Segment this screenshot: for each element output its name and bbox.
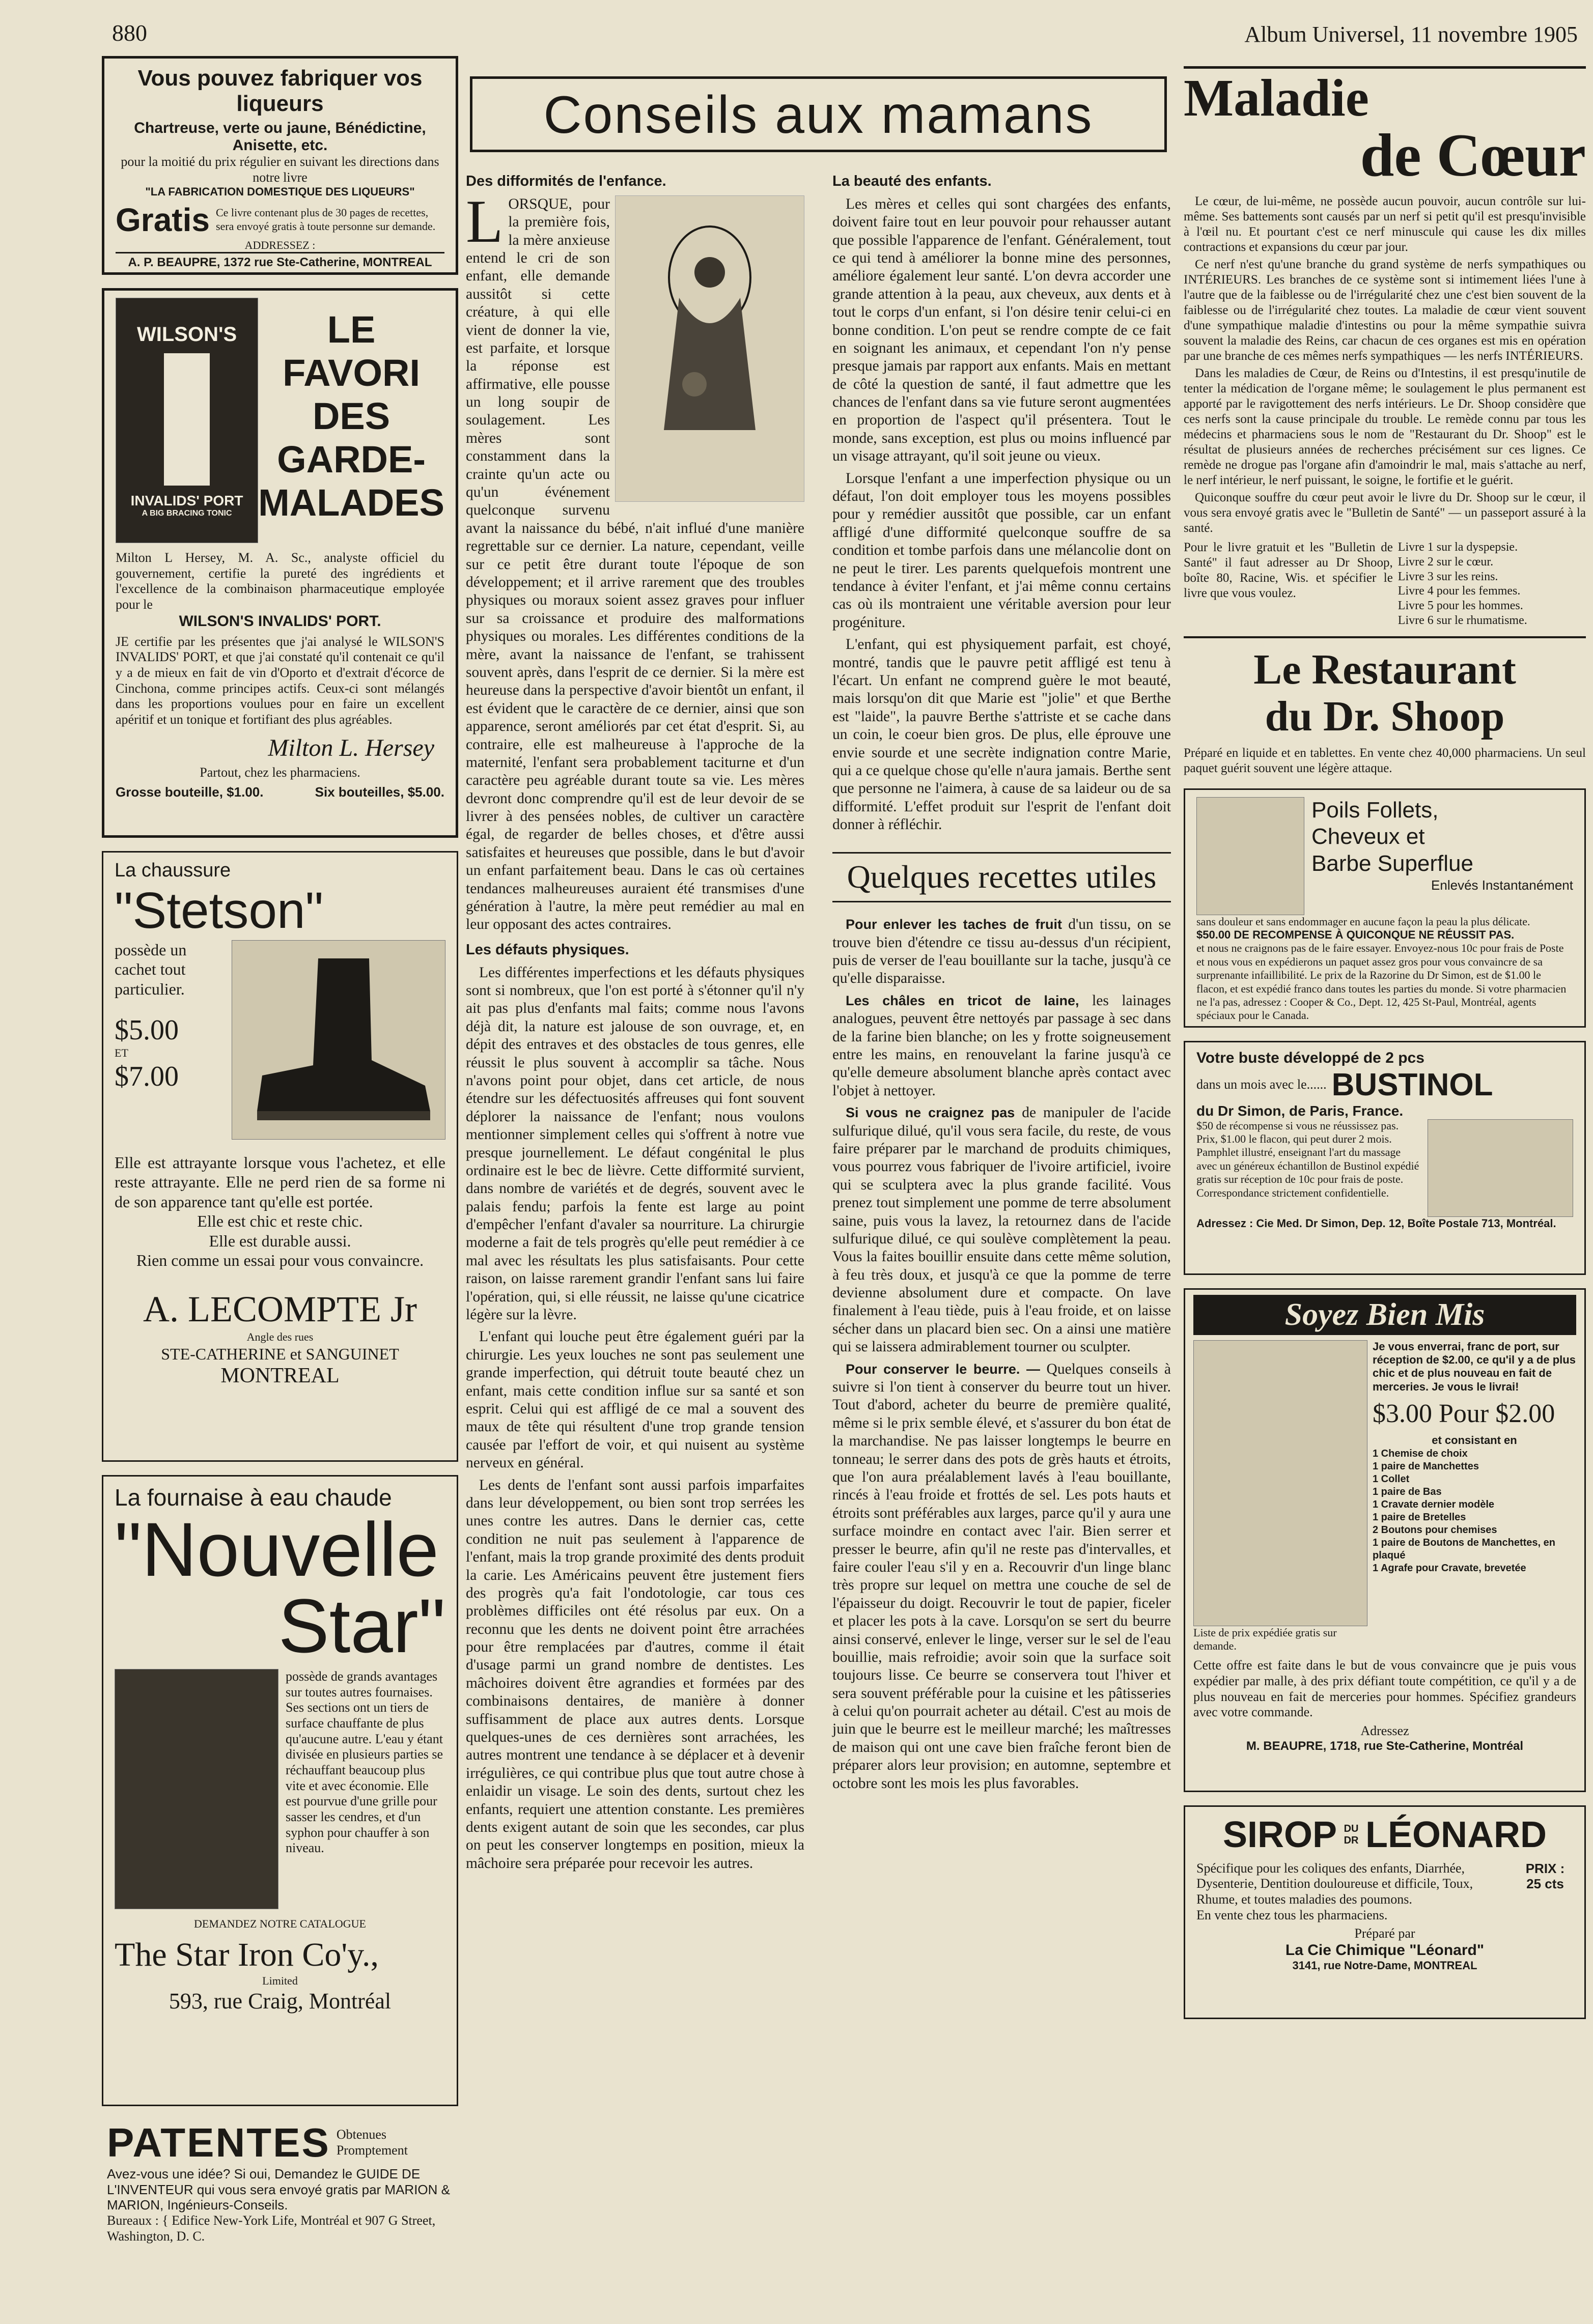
soyez-right [1367,1340,1576,1626]
sirop-du: DU DR [1344,1823,1359,1846]
patentes-title: PATENTES [107,2120,330,2165]
furnace-illustration [115,1669,278,1909]
soyez-item: 1 paire de Boutons de Manchettes, en plaqué [1373,1537,1555,1561]
soyez-body: Cette offre est faite dans le but de vous convaincre que je puis vous expédier par malle, à des prix défiant toute compétition, ce qu'il y a de plus nouveau en fait de merceries pour hommes. Spécifiez grandeurs avec votre commande. [1193,1658,1576,1720]
stetson-angle: Angle des rues [246,1330,314,1344]
sec2-p2: L'enfant qui louche peut être également guéri par la chirurgie. Les yeux louches ne sont pas seulement une grande imperfection, qui détruit toute beauté chez un enfant, mais cette condition influe sur sa santé et son esprit. Celui qui est affligé de ce mal a souvent des maux de tête qui résultent d'une trop grande tension causée par l'effort de voir, et qui nuisent au système nerveux en général. [466,1328,804,1471]
star-brand-2: Star" [278,1583,445,1668]
bustinol-body: $50 de récompense si vous ne réussissez pas. Prix, $1.00 le flacon, qui peut durer 2 mois. Pamphlet illustré, enseignant l'art du massage avec un généreux échantillon de Bustinol expédié gratis sur réception de 10c pour frais de poste. Correspondance strictement confidentielle. [1196,1119,1419,1199]
shoop-book-item: Livre 1 sur la dyspepsie. [1398,541,1518,554]
recettes-p4: Quelques conseils à suivre si l'on tient à conserver du beurre tout un hiver. Tout d'abord, acheter du beurre de première qualité, même si le prix semble élevé, et s'assurer du bon état de la marchandise. Ne pas laisser longtemps le beurre en tonneau; le serrer dans des pots de grès hauts et étroits, que l'on aura préalablement lavés à l'eau bouillante, rincés à l'eau froide et frottés de sel. Les pots hauts et étroits sont préférables aux larges, parce qu'il y aura une surface moindre en contact avec l'air. Bien serrer et presser le beurre, afin qu'il ne reste pas d'intervalles, et faire couler l'eau s'il y en a. Recouvrir d'un linge blanc très propre sur lequel on mettra une couche de sel de l'épaisseur du doigt. Recouvrir le tout de papier, ficeler et placer les pots à la cave. Lorsqu'on se sert du beurre ainsi conservé, enlever le linge, verser sur le sel de l'eau bouillie, mais refroidie; avoir soin que la surface soit toujours lisse. Ce beurre se conservera tout l'hiver et sera souvent préférable pour la cuisine et les pâtisseries à celui qu'on pourrait acheter au détail. C'est au mois de juin que le beurre est le meilleur marché; les maîtresses de maison qui ont une cave bien fraîche feront bien de préparer alors leur provision; en automne, septembre et octobre sont les mois les plus favorables. [832,1361,1171,1792]
wilsons-headline-1: LE FAVORI [283,308,421,394]
poils-h4: Enlevés Instantanément [1431,877,1573,893]
poils-heading [1304,797,1573,915]
sirop-maker: La Cie Chimique "Léonard" [1285,1941,1485,1959]
shoop-p2: Ce nerf n'est qu'une branche du grand système de nerfs sympathiques ou INTÉRIEURS. Les branches de ce système sont si intimement liées l'une à l'autre que de la faiblesse ou de l'irrégularité chez une c'est bien souvent de la faiblesse ou de l'irrégularité chez toutes. La maladie de cœur vient souvent d'une sympathique maladie d'intestins ou pour la même sympathie suivra souvent la maladie des Reins, car chacun de ces organes est mis en opération par une branche de ces mêmes nerfs sympathiques — les nerfs INTÉRIEURS. [1184,258,1586,363]
running-head: Album Universel, 11 novembre 1905 [1244,22,1578,47]
dropcap-letter: L [466,187,504,255]
article-title: Conseils aux mamans [470,76,1167,152]
ad-stetson [102,851,458,1462]
stetson-et: ET [115,1046,128,1060]
soyez-caption: Liste de prix expédiée gratis sur demande. [1193,1626,1337,1652]
soyez-item: 1 paire de Bas [1373,1486,1442,1497]
ad-soyez [1184,1288,1586,1792]
shoop-title-2: de Cœur [1360,121,1586,189]
article-col-2 [832,165,1171,1877]
mother-child-icon [633,216,786,481]
shoop-prepared: Préparé en liquide et en tablettes. En vente chez 40,000 pharmaciens. Un seul paquet guérit souvent une légère attaque. [1184,746,1586,775]
ad-sirop [1184,1805,1586,2019]
poils-h1: Poils Follets, [1311,797,1439,823]
sec2-p1: Les différentes imperfections et les défauts physiques sont si nombreux, que l'on est porté à s'étonner qu'il n'y ait pas plus d'enfants mal faits; comme nous l'avons déjà dit, la nature est jalouse de son ouvrage, et, en dépit des entraves et des obstacles de tous genres, elle réussit le plus souvent à accomplir sa tâche. Nous n'avons point pour objet, dans cet article, de nous étendre sur les défectuosités affreuses qui font souvent déplorer la naissance de l'enfant; nous voulons mentionner simplement celles qui s'offrent à notre vue presque journellement. Le défaut congénital le plus ordinaire est le bec de lièvre. Cette difformité survient, dans nombre de variétés et de degrés, souvent avec le palais fendu; parfois la fente est large au point d'empêcher l'enfant d'avaler sa nourriture. La chirurgie moderne a fait de tels progrès qu'elle peut remédier à ce mal avec les résultats les plus satisfaisants. Pour cette raison, on laisse rarement grandir l'enfant sans lui faire l'opération, qui, si elle réussit, ne laisse qu'une cicatrice légère sur la lèvre. [466,964,804,1323]
soyez-item: 2 Boutons pour chemises [1373,1524,1497,1536]
stetson-tag: possède un cachet tout particulier. [115,941,187,998]
article-column [466,76,1171,1877]
wilsons-p1: Milton L Hersey, M. A. Sc., analyste officiel du gouvernement, certifie la pureté des ingrédients et l'excellence de la combinaison pharmaceutique employée pour le [116,550,444,612]
mother-child-illustration [615,195,804,502]
soyez-addr-label: Adressez [1360,1723,1409,1739]
man-portrait-illustration [1193,1340,1367,1626]
sec2-p3: Les dents de l'enfant sont aussi parfois imparfaites dans leur développement, ou bien sont trop serrées les unes contre les autres. Dans le dernier cas, cette condition ne nuit pas seulement à l'apparence de l'enfant, mais la trop grande proximité des dents produit la carie. Les Américains peuvent être justement fiers des progrès qu'a fait l'ondotologie, car tous ces problèmes difficiles ont été résolus par eux. On a reconnu que les dents ne doivent point être arrachées pour être remplacées par d'autres, comme il était d'usage parmi un grand nombre de dentistes. Les mâchoires doivent être agrandies et formées par des combinaisons dentaires, de manière à donner suffisamment de place aux autres dents. Lorsque quelques-unes de ces dernières sont arrachées, les autres montrent une tendance à se déplacer et à devenir irrégulières, ce qui contribue plus que tout autre chose à enlaidir un visage. Le soin des dents, surtout chez les enfants, requiert une attention constante. Les premières dents exigent autant de soin que les secondes, car plus on peut les conserver longtemps en position, mieux la mâchoire sera préparée pour recevoir les autres. [466,1477,804,1872]
ad-liqueurs-gratis-row [116,201,444,239]
stetson-body2: Elle est chic et reste chic. [197,1212,363,1231]
star-catalogue: DEMANDEZ NOTRE CATALOGUE [194,1917,366,1930]
article-col-1 [466,165,804,1877]
sec3-title: La beauté des enfants. [832,173,992,189]
wilsons-p2: JE certifie par les présentes que j'ai analysé le WILSON'S INVALIDS' PORT, et que j'ai constaté qu'il contenait ce qu'il y a de mieux en fait de vin d'Oporto et d'extrait d'écorce de Cinchona, comme principes actifs. Ceux-ci sont mélangés dans les proportions voulues pour en faire un excellent apéritif et un tonique et fortifiant des plus agréables. [116,634,444,727]
ad-wilsons [102,288,458,838]
soyez-item: 1 Agrafe pour Cravate, brevetée [1373,1562,1526,1574]
shoop-book-item: Livre 5 pour les hommes. [1398,599,1523,613]
wilsons-bottle-illustration [116,298,258,543]
sec3-p3: L'enfant, qui est physiquement parfait, est choyé, montré, tandis que le pauvre petit affligé est tenu à l'écart. Un enfant ne comprend guère le mot beauté, mais lorsqu'on dit que Marie est "jolie" et que Berthe est "laide", la pauvre Berthe s'attriste et se cache dans un coin, le coeur bien gros. De plus, elle éprouve une envie sourde et une secrète indignation contre Marie, qui a ce quelque chose qu'elle n'aura jamais. Berthe sent que personne ne l'aimera, à cause de sa laideur ou de sa difformité. L'effet produit sur l'esprit de l'enfant doit donner à réfléchir. [832,636,1171,833]
wilsons-partout: Partout, chez les pharmaciens. [200,764,360,780]
recettes-p3: de manipuler de l'acide sulfurique dilué, qu'il vous sera facile, du reste, de vous faire préparer par le marchand de produits chimiques, vous pourrez vous fabriquer de l'ivoire artificiel, ivoire qui se sculptera avec la plus grande facilité. Vous prenez tout simplement une pomme de terre absolument saine, puis vous la lavez, la retournez dans de l'acide sulfurique dilué, ce qui soulève complètement la peau. Vous la faites bouillir ensuite dans cette même solution, à feu très doux, et jusqu'à ce que la pomme de terre devienne absolument dure et compacte. On lave finalement à l'eau tiède, puis à l'eau froide, et on laisse sécher dans un placard bien sec. On a ainsi une matière qui se laissera admirablement tourner ou sculpter. [832,1104,1171,1355]
stetson-body4: Rien comme un essai pour vous convaincre. [136,1251,424,1269]
stetson-price2: $7.00 [115,1060,179,1092]
ad-liqueurs-line4: "LA FABRICATION DOMESTIQUE DES LIQUEURS" [145,185,415,199]
left-column [102,56,458,2244]
wilsons-bottle-sub: A BIG BRACING TONIC [142,508,232,518]
wilsons-headline-3: GARDE- [277,438,426,481]
shoop-p4: Quiconque souffre du cœur peut avoir le livre du Dr. Shoop sur le cœur, il vous sera envoyé gratis avec le "Bulletin de Santé" — un passeport assuré à la santé. [1184,491,1586,535]
sec2-title: Les défauts physiques. [466,941,629,958]
wilsons-signature: Milton L. Hersey [268,734,434,761]
recettes-p1-lead: Pour enlever les taches de fruit [846,917,1062,932]
stetson-brand: "Stetson" [115,882,324,939]
star-company: The Star Iron Co'y., [115,1936,379,1974]
ad-liqueurs [102,56,458,275]
page-number: 880 [112,20,147,46]
shoop-book-item: Livre 6 sur le rhumatisme. [1398,613,1527,627]
stetson-body1: Elle est attrayante lorsque vous l'achetez, et elle reste attrayante. Elle ne perd rien de sa forme ni de son apparence tant qu'elle est portée. [115,1153,445,1211]
shoop-title-1: Maladie [1184,69,1369,127]
star-brand-1: "Nouvelle [115,1507,439,1592]
wilsons-price-left: Grosse bouteille, $1.00. [116,784,264,800]
recettes-p2: les lainages analogues, peuvent être nettoyés par passage à sec dans de la farine bien blanche; on les y frotte soigneusement entre les mains, en renouvelant la farine jusqu'à ce qu'elle demeure absolument blanche après contact avec l'objet à nettoyer. [832,992,1171,1099]
ad-liqueurs-line3: pour la moitié du prix régulier en suivant les directions dans notre livre [121,154,439,185]
patentes-l1: Avez-vous une idée? Si oui, Demandez le GUIDE DE L'INVENTEUR qui vous sera envoyé gratis par MARION & MARION, Ingénieurs-Conseils. [107,2166,450,2213]
stetson-city: MONTREAL [220,1364,340,1388]
shoop-book-item: Livre 2 sur le cœur. [1398,555,1494,569]
sirop-prix: PRIX : 25 cts [1525,1860,1565,1892]
ad-patentes [102,2119,458,2244]
poils-body: sans douleur et sans endommager en aucune façon la peau la plus délicate. [1196,915,1530,928]
soyez-address: M. BEAUPRE, 1718, rue Ste-Catherine, Montréal [1246,1739,1524,1753]
soyez-item: 1 Collet [1373,1473,1410,1485]
soyez-list-title: et consistant en [1432,1434,1517,1447]
ad-shoop [1184,66,1586,776]
soyez-item: 1 paire de Manchettes [1373,1460,1479,1472]
bustinol-h1: Votre buste développé de 2 pcs [1196,1049,1424,1066]
boot-icon [242,948,435,1131]
poils-reward: $50.00 DE RECOMPENSE À QUICONQUE NE RÉUSSIT PAS. [1196,928,1515,941]
ad-liqueurs-line2: Chartreuse, verte ou jaune, Bénédictine, Anisette, etc. [134,120,426,154]
shoop-p3: Dans les maladies de Cœur, de Reins ou d'Intestins, il est presqu'inutile de tenter la médication de l'organe même; le soulagement le plus permanent est apporté par le ravigottement des nerfs intérieurs. Le Dr. Shoop considère que ces nerfs sont la cause principale du trouble. Le remède connu par tous les médecins et pharmaciens sous le nom de "Restaurant du Dr. Shoop" est le résultat de plusieurs années de recherches précisément sur ces lignes. Ce remède ne drogue pas l'organe afin d'amoindrir le mal, mais s'attache au nerf, le nerf intérieur, le nerf puissant, le soigne, le fortifie et le guérit. [1184,366,1586,487]
shoop-book-item: Livre 3 sur les reins. [1398,570,1498,583]
shoop-restaurant-2: du Dr. Shoop [1265,693,1505,741]
soyez-item: 1 Cravate dernier modèle [1373,1498,1494,1510]
recettes-p1: d'un tissu, on se trouve bien d'étendre ce tissu au-dessus d'un récipient, puis de verser de l'eau bouillante sur la tache, jusqu'à ce qu'elle disparaisse. [832,916,1171,987]
woman-portrait-illustration [1196,797,1304,915]
bustinol-brand: BUSTINOL [1331,1067,1493,1102]
patentes-l2: Bureaux : { Edifice New-York Life, Montréal et 907 G Street, Washington, D. C. [107,2213,436,2244]
wilsons-headline-2: DES [312,395,390,438]
wilsons-bottle-name: INVALIDS' PORT [130,492,243,508]
boot-illustration [232,940,445,1140]
shoop-book-item: Livre 4 pour les femmes. [1398,584,1521,598]
stetson-streets: STE-CATHERINE et SANGUINET [161,1344,399,1363]
ad-poils [1184,788,1586,1028]
recettes-p3-lead: Si vous ne craignez pas [846,1105,1015,1121]
shoop-body [1184,194,1586,536]
stetson-seller: A. LECOMPTE Jr [143,1289,417,1330]
ad-liqueurs-gratis-text: Ce livre contenant plus de 30 pages de recettes, sera envoyé gratis à toute personne sur demande. [215,206,436,233]
soyez-title: Soyez Bien Mis [1193,1295,1576,1335]
ad-liqueurs-addresser: ADDRESSEZ : [244,238,316,251]
sirop-vente: En vente chez tous les pharmaciens. [1196,1907,1388,1922]
shoop-restaurant-1: Le Restaurant [1253,645,1516,693]
wilsons-bottle-brand: WILSON'S [136,323,237,346]
soyez-item: 1 paire de Bretelles [1373,1511,1466,1523]
sirop-name-1: SIROP [1222,1814,1337,1855]
sirop-body: Spécifique pour les coliques des enfants, Diarrhée, Dysenterie, Dentition douloureuse et difficile, Toux, Rhume, et toutes maladies des poumons. [1196,1860,1473,1907]
shoop-books-row [1184,540,1586,628]
sec1-title: Des difformités de l'enfance. [466,173,666,189]
sirop-prepare: Préparé par [1354,1926,1415,1941]
sirop-address: 3141, rue Notre-Dame, MONTREAL [1292,1959,1477,1972]
stetson-body3: Elle est durable aussi. [209,1231,351,1250]
bustinol-h2: dans un mois avec le...... [1196,1076,1327,1092]
sec1-p1: ORSQUE, pour la première fois, la mère anxieuse entend le cri de son enfant, elle demande aussitôt si cette créature, à qui elle vient de donner la vie, est parfaite, et lorsque la réponse est affirmative, elle pousse un long soupir de soulagement. Les mères sont constamment dans la crainte qu'un acte ou qu'un événement quelconque survenu avant la naissance du bébé, n'ait influé d'une manière regrettable sur ce dernier. La nature, cependant, veille sur ce petit être durant toute l'époque de son développement; et il arrive rarement que des troubles physiques ou moraux soient assez graves pour influer sur sa croissance et produire des malformations physiques ou morales. Les différentes conditions de la mère, avant la naissance de l'enfant, se trahissent souvent après, dans l'esprit de ce dernier. Si la mère est heureuse dans la perspective d'avoir bientôt un enfant, il est évident que le caractère de ce dernier, ainsi que son apparence, seront améliorés par cet état d'esprit. Si, au contraire, elle est malheureuse à l'approche de la maternité, l'enfant sera probablement taciturne et d'un caractère peu agréable durant toute sa vie. Les mères devront donc comprendre qu'il est de leur devoir de se livrer à des pensées nobles, de cultiver un caractère égal, de regarder de belles choses, et d'être aussi satisfaites et heureuses que possible, dans le but d'avoir un enfant parfaitement beau. Dans le cas où certaines tendances malheureuses auraient été transmises d'une génération à l'autre, la mère peut remédier au mal en leur opposant des actes contraires. [466,195,804,933]
wilsons-headline-4: MALADES [258,481,444,524]
star-desc: possède de grands avantages sur toutes autres fournaises. Ses sections ont un tiers de surface chauffante de plus qu'aucune autre. L'eau y étant divisée en plusieurs parties se réchauffant beaucoup plus vite et avec économie. Elle est pourvue d'une grille pour sasser les cendres, et d'un syphon pour chauffer à son niveau. [286,1669,443,1856]
sirop-name-2: LÉONARD [1365,1814,1547,1855]
wilsons-p1b: WILSON'S INVALIDS' PORT. [179,612,381,630]
wilsons-prices [116,784,444,800]
poils-h2: Cheveux et [1311,824,1425,849]
stetson-intro: La chaussure [115,860,231,881]
recettes-p4-lead: Pour conserver le beurre. — [846,1361,1041,1377]
soyez-price: $3.00 Pour $2.00 [1373,1399,1555,1429]
shoop-p1: Le cœur, de lui-même, ne possède aucun pouvoir, aucun contrôle sur lui-même. Ses battements sont causés par un nerf si petit qu'il est presqu'invisible à l'œil nu. Et pourtant c'est ce nerf minuscule qui cause les dix milles contractions et expansions du cœur par jour. [1184,194,1586,254]
recettes-p2-lead: Les châles en tricot de laine, [846,993,1079,1008]
cross-icon [164,353,210,486]
ad-liqueurs-gratis: Gratis [116,201,210,238]
soyez-list [1373,1448,1576,1575]
ad-star [102,1475,458,2106]
stetson-price1: $5.00 [115,1014,179,1046]
soyez-intro: Je vous enverrai, franc de port, sur réception de $2.00, ce qu'il y a de plus chic et de plus nouveau en fait de merceries. Je vous le livrai! [1373,1340,1576,1393]
star-limited: Limited [262,1974,298,1988]
soyez-item: 1 Chemise de choix [1373,1448,1468,1459]
shoop-p5: Pour le livre gratuit et les "Bulletin de Santé" il faut adresser au Dr Shoop, boîte 80, Racine, Wis. et spécifier le livre que vous voulez. [1184,541,1393,600]
patentes-side: Obtenues Promptement [336,2127,408,2158]
star-intro: La fournaise à eau chaude [115,1484,392,1511]
sec3-p1: Les mères et celles qui sont chargées des enfants, doivent faire tout en leur pouvoir pour rehausser autant que possible l'apparence de l'enfant. Généralement, tout ce qui tend à améliorer la bonne mine des personnes, améliore également leur santé. L'on devra accorder une grande attention à la peau, aux cheveux, aux dents et à tout le corps d'un enfant, si l'on désire tenir celui-ci en bonne condition. L'on peut se rendre compte de ce fait en soignant les animaux, et cependant l'on n'y pense presque jamais par rapport aux enfants. Mais en mettant de côté la question de santé, il faut admettre que les chances de l'enfant dans sa vie future seront augmentées en proportion de l'aspect qu'il présentera. Tout le monde, sans exception, est plus ou moins influencé par un visage attrayant, qu'il soit jeune ou vieux. [832,195,1171,465]
poils-body2: et nous ne craignons pas de le faire essayer. Envoyez-nous 10c pour frais de Poste et nous vous en expédierons un paquet assez gros pour vous convaincre de sa surprenante infaillibilité. Le prix de la Razorine du Dr Simon, est de $1.00 le flacon, et est expédié franco dans toutes les parties du monde. Si votre pharmacien ne l'a pas, adressez : Cooper & Co., Dept. 12, 425 St-Paul, Montréal, agents spéciaux pour le Canada. [1196,942,1567,1022]
sec3-p2: Lorsque l'enfant a une imperfection physique ou un défaut, l'on doit employer tous les moyens possibles pour y remédier aussitôt que possible, car un enfant affligé d'une difformité quelconque souffre de sa condition et tombe parfois dans une mélancolie dont on ne peut le tirer. Les parents quelquefois montrent une tendance à éviter l'enfant, et j'ai même connu certains cas où ils montraient une véritable aversion pour leur progéniture. [832,470,1171,631]
ad-liqueurs-address: A. P. BEAUPRE, 1372 rue Ste-Catherine, MONTREAL [116,252,444,270]
ad-wilsons-top [116,298,444,543]
bustinol-address: Adressez : Cie Med. Dr Simon, Dep. 12, Boîte Postale 713, Montréal. [1196,1216,1556,1230]
wilsons-price-right: Six bouteilles, $5.00. [315,784,444,800]
bustinol-maker: du Dr Simon, de Paris, France. [1196,1102,1404,1119]
ad-wilsons-headline [258,298,444,543]
ad-liqueurs-title: Vous pouvez fabriquer vos liqueurs [137,66,423,116]
sirop-heading [1196,1814,1573,1856]
poils-h3: Barbe Superflue [1311,851,1473,876]
star-address: 593, rue Craig, Montréal [169,1988,392,2014]
right-column [1184,66,1586,2032]
shoop-book-list [1393,540,1586,628]
woman-bust-illustration [1428,1119,1573,1217]
ad-bustinol [1184,1041,1586,1275]
recettes-title: Quelques recettes utiles [832,852,1171,902]
